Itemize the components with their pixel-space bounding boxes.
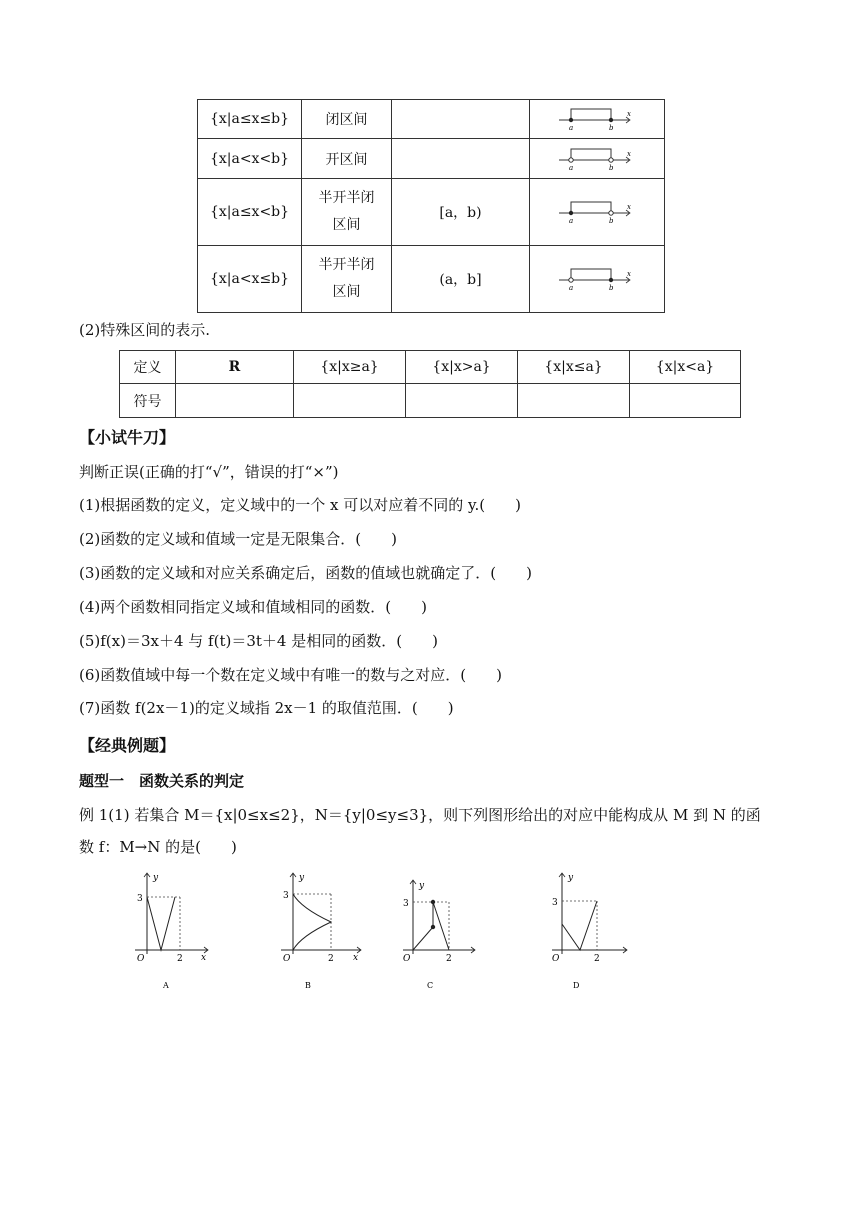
graph-b (273, 868, 368, 993)
svg-text:y: y (299, 873, 305, 883)
set-cell: {x|a≤x<b} (198, 179, 302, 246)
special-interval-table (119, 350, 741, 418)
svg-text:3: 3 (403, 899, 409, 909)
def-cell: R (176, 351, 294, 384)
figure-cell (530, 246, 665, 313)
svg-text:O: O (552, 954, 560, 964)
svg-text:C: C (427, 981, 434, 990)
graph-a (125, 868, 215, 993)
figure-cell (530, 139, 665, 179)
sym-label: 符号 (120, 384, 176, 418)
svg-text:A: A (163, 981, 169, 990)
svg-text:y: y (153, 873, 159, 883)
symbol-cell: [a，b) (392, 179, 530, 246)
graph-c (397, 868, 482, 993)
svg-text:2: 2 (328, 954, 334, 964)
closed-interval-figure (557, 103, 637, 131)
half-open-left-figure (557, 263, 637, 291)
svg-text:x: x (201, 953, 207, 963)
table-row (120, 351, 741, 384)
svg-text:2: 2 (446, 954, 452, 964)
judge-item: (1)根据函数的定义，定义域中的一个 x 可以对应着不同的 y.( ) (79, 496, 521, 514)
svg-text:y: y (419, 881, 425, 891)
svg-text:2: 2 (177, 954, 183, 964)
svg-text:a: a (569, 217, 574, 224)
def-cell: {x|x≤a} (518, 351, 630, 384)
svg-text:O: O (137, 954, 145, 964)
svg-text:b: b (609, 217, 614, 224)
example-text: 例 1(1) 若集合 M＝{x|0≤x≤2}，N＝{y|0≤y≤3}，则下列图形给出的对应中能构成从 M 到 N 的函 (79, 806, 761, 824)
set-cell: {x|a<x≤b} (198, 246, 302, 313)
figure-cell (530, 100, 665, 139)
svg-text:x: x (627, 270, 631, 278)
svg-text:x: x (353, 953, 359, 963)
judge-item: (5)f(x)＝3x＋4 与 f(t)＝3t＋4 是相同的函数．( ) (79, 632, 438, 650)
svg-text:2: 2 (594, 954, 600, 964)
svg-text:O: O (403, 954, 411, 964)
svg-text:x: x (627, 149, 631, 158)
svg-text:B: B (305, 981, 311, 990)
svg-text:O: O (283, 954, 291, 964)
set-cell: {x|a≤x≤b} (198, 100, 302, 139)
def-cell: {x|x>a} (406, 351, 518, 384)
symbol-cell (392, 139, 530, 179)
sym-cell (406, 384, 518, 418)
svg-text:a: a (569, 284, 574, 291)
set-cell: {x|a<x<b} (198, 139, 302, 179)
def-label: 定义 (120, 351, 176, 384)
judge-item: (2)函数的定义域和值域一定是无限集合．( ) (79, 530, 397, 548)
sym-cell (630, 384, 741, 418)
table-row (120, 384, 741, 418)
svg-text:b: b (609, 163, 614, 171)
table-row (198, 246, 665, 313)
type-title: 题型一 函数关系的判定 (79, 772, 245, 790)
judge-item: (6)函数值域中每一个数在定义域中有唯一的数与之对应．( ) (79, 666, 502, 684)
table-row (198, 179, 665, 246)
symbol-cell: (a，b] (392, 246, 530, 313)
def-cell: {x|x≥a} (294, 351, 406, 384)
svg-text:b: b (609, 124, 614, 131)
section-title-examples: 【经典例题】 (79, 736, 176, 755)
name-cell: 半开半闭区间 (302, 179, 392, 246)
svg-text:x: x (627, 110, 631, 118)
svg-text:3: 3 (283, 891, 289, 901)
table-row (198, 100, 665, 139)
judge-item: (3)函数的定义域和对应关系确定后，函数的值域也就确定了．( ) (79, 564, 532, 582)
svg-text:a: a (569, 163, 574, 171)
figure-cell (530, 179, 665, 246)
svg-text:3: 3 (137, 894, 143, 904)
section-title-practice: 【小试牛刀】 (79, 428, 176, 447)
graph-d (544, 868, 634, 993)
svg-text:x: x (627, 203, 631, 211)
table-row (198, 139, 665, 179)
name-cell: 闭区间 (302, 100, 392, 139)
def-cell: {x|x<a} (630, 351, 741, 384)
name-cell: 半开半闭区间 (302, 246, 392, 313)
sym-cell (518, 384, 630, 418)
sym-cell (176, 384, 294, 418)
special-interval-intro: (2)特殊区间的表示. (79, 321, 211, 339)
judge-item: (7)函数 f(2x－1)的定义域指 2x－1 的取值范围．( ) (79, 699, 454, 717)
sym-cell (294, 384, 406, 418)
interval-table (197, 99, 665, 313)
svg-text:a: a (569, 124, 574, 131)
half-open-right-figure (557, 196, 637, 224)
judge-intro: 判断正误(正确的打“√”，错误的打“×”) (79, 463, 339, 481)
svg-text:D: D (573, 981, 580, 990)
svg-text:y: y (568, 873, 574, 883)
svg-text:3: 3 (552, 898, 558, 908)
open-interval-figure (557, 143, 637, 171)
example-text: 数 f：M→N 的是( ) (79, 838, 237, 856)
judge-item: (4)两个函数相同指定义域和值域相同的函数．( ) (79, 598, 427, 616)
svg-text:b: b (609, 284, 614, 291)
name-cell: 开区间 (302, 139, 392, 179)
symbol-cell (392, 100, 530, 139)
